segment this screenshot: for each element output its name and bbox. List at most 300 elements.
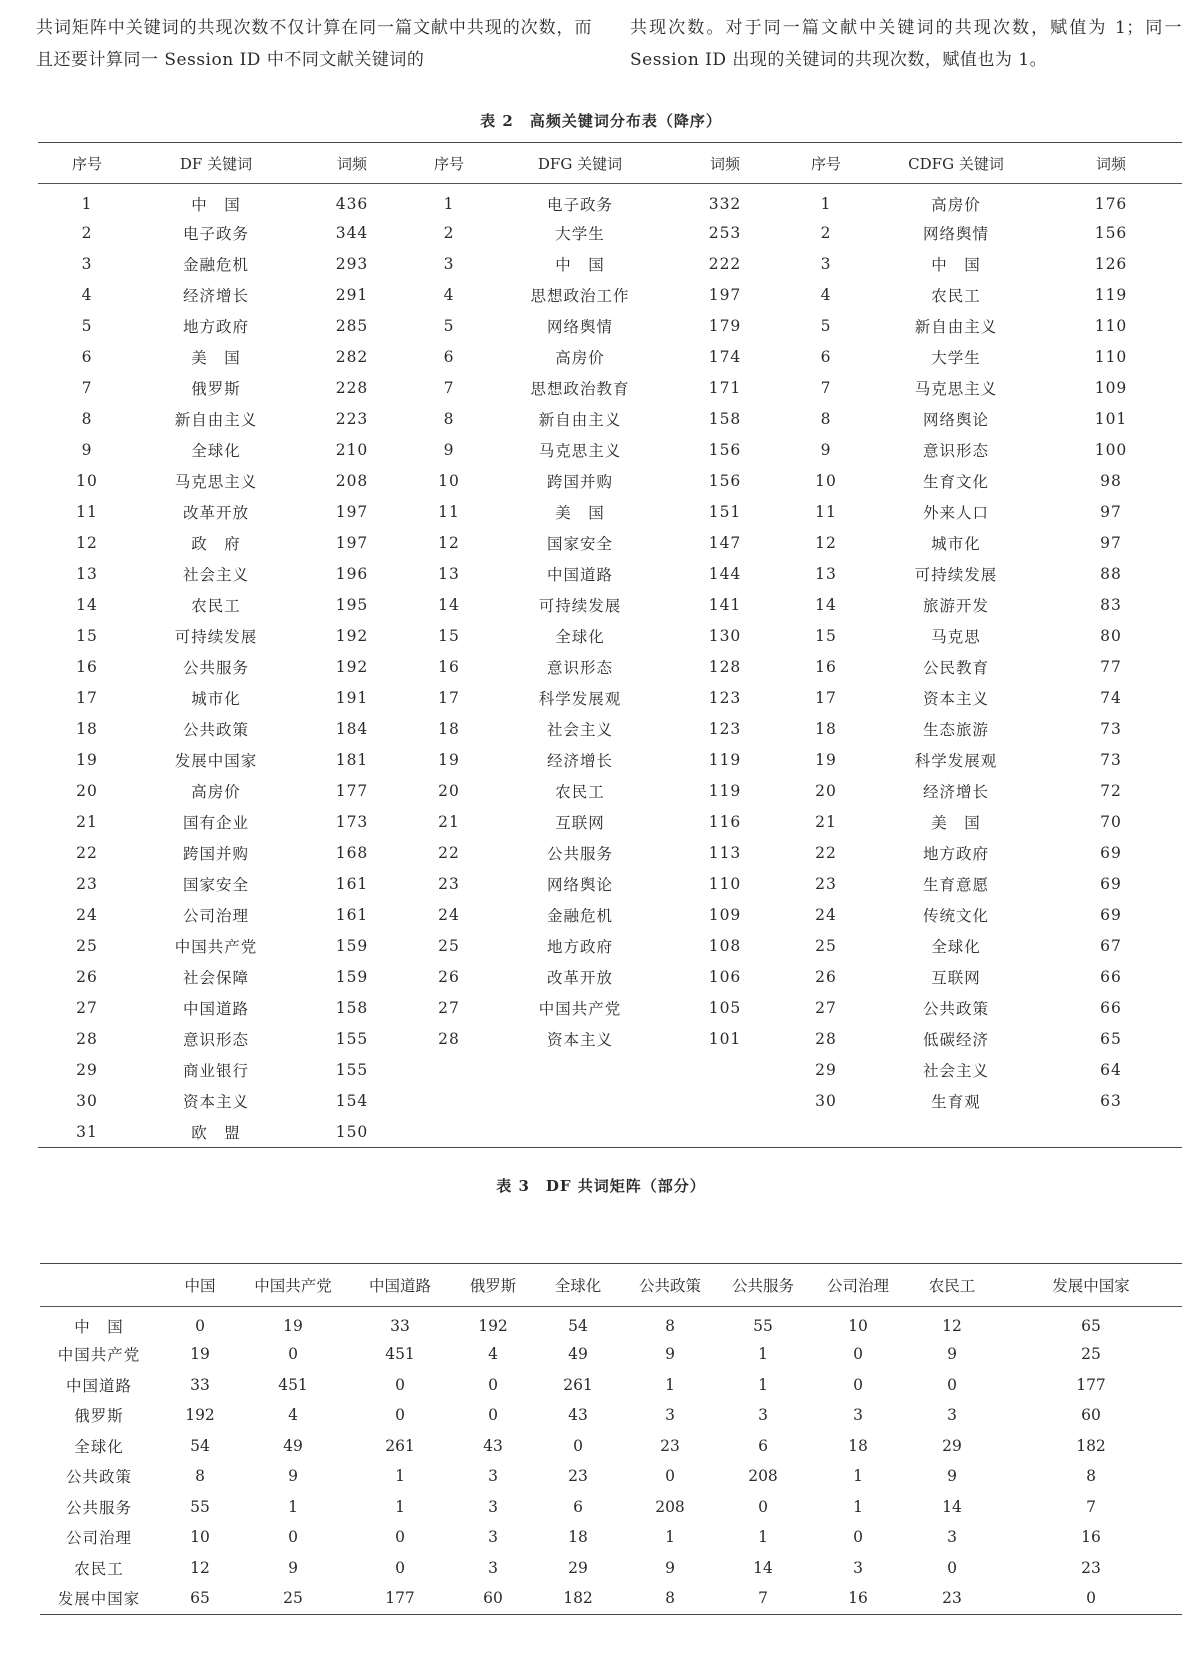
table2-cell (1040, 1116, 1182, 1148)
table2-row (38, 744, 1182, 775)
table2-cell: 经济增长 (182, 286, 249, 305)
table2-cell: 69 (1100, 905, 1122, 924)
table2-cell: 22 (815, 843, 837, 862)
table2-cell: 64 (1100, 1060, 1122, 1079)
table3-cell: 0 (758, 1497, 768, 1516)
table3-cell: 23 (568, 1467, 588, 1486)
table2-row (38, 620, 1182, 651)
table2-cell: 16 (815, 657, 837, 676)
table2-cell: 158 (708, 409, 742, 428)
table3-cell: 1 (758, 1375, 768, 1394)
table3-cell: 55 (190, 1497, 210, 1516)
table2-cell: 26 (815, 967, 837, 986)
table3-cell: 60 (483, 1589, 503, 1608)
table2-cell: 15 (438, 626, 460, 645)
table2-cell: 208 (335, 471, 369, 490)
table2-cell: 13 (76, 564, 98, 583)
table2-cell: 21 (815, 812, 837, 831)
table2-cell: 344 (335, 223, 369, 242)
table2-cell: 互联网 (555, 813, 605, 832)
table2-cell: 国家安全 (546, 534, 613, 553)
table3-cell: 0 (1086, 1589, 1096, 1608)
table2-cell: 2 (81, 223, 93, 242)
table2-cell: 思想政治工作 (530, 286, 630, 305)
table3-cell: 192 (478, 1317, 508, 1335)
table3-cell: 6 (573, 1497, 583, 1516)
table2-cell: 社会主义 (546, 720, 613, 739)
table2-cell: 12 (438, 533, 460, 552)
table2-cell: 210 (335, 440, 369, 459)
table2-cell: 126 (1094, 254, 1128, 273)
table2-cell: 发展中国家 (174, 751, 258, 770)
table3-cell: 9 (288, 1467, 298, 1486)
table2-cell: 159 (335, 967, 369, 986)
table2-cell: 83 (1100, 595, 1122, 614)
table2-cell: 18 (438, 719, 460, 738)
table3-cell: 1 (853, 1497, 863, 1516)
table2-cell: 30 (815, 1091, 837, 1110)
table2-cell: 176 (1094, 194, 1128, 213)
table2-cell: 17 (438, 688, 460, 707)
table2-cell: 6 (81, 347, 93, 366)
table2-cell: 高房价 (555, 348, 605, 367)
table3-row (40, 1492, 1182, 1523)
table2-row (38, 589, 1182, 620)
table2-cell: 101 (1094, 409, 1128, 428)
table3-cell: 3 (853, 1406, 863, 1425)
table2-cell: 179 (708, 316, 742, 335)
table3-cell: 65 (1081, 1317, 1101, 1335)
table2-cell: 思想政治教育 (530, 379, 630, 398)
table2-cell: 197 (335, 502, 369, 521)
table2-cell: 电子政务 (546, 195, 613, 214)
table2-cell: 291 (335, 285, 369, 304)
table2-header-cell: 词频 (296, 143, 408, 184)
table3-row (40, 1553, 1182, 1584)
table2-cell: 119 (1094, 285, 1128, 304)
table2-header-row (38, 143, 1182, 184)
table2-cell: 177 (335, 781, 369, 800)
table2-cell: 地方政府 (546, 937, 613, 956)
table2-cell: 109 (1094, 378, 1128, 397)
table2-cell: 119 (708, 781, 742, 800)
table3-cell: 3 (947, 1406, 957, 1425)
table2-cell: 332 (708, 194, 742, 213)
table3-cell: 43 (568, 1406, 588, 1425)
table2-header-cell: CDFG 关键词 (872, 143, 1040, 184)
table2-cell: 公共政策 (182, 720, 249, 739)
table2-cell: 98 (1100, 471, 1122, 490)
table3-header-cell: 公共服务 (714, 1264, 812, 1307)
table2-cell: 4 (820, 285, 832, 304)
table3-cell: 中国共产党 (57, 1346, 141, 1365)
table3-cell: 农民工 (74, 1559, 124, 1578)
table3-row (40, 1522, 1182, 1553)
table3-cell: 65 (190, 1589, 210, 1608)
table3-cell: 10 (190, 1528, 210, 1547)
table3-cell: 0 (488, 1406, 498, 1425)
table2-cell: 国有企业 (182, 813, 249, 832)
table2-cell: 436 (335, 194, 369, 213)
table2-cell: 88 (1100, 564, 1122, 583)
table2-cell: 可持续发展 (538, 596, 622, 615)
table3-cell: 451 (278, 1375, 308, 1394)
table3-cell: 10 (848, 1317, 868, 1335)
table2-cell: 97 (1100, 533, 1122, 552)
table2-row (38, 837, 1182, 868)
table2-row (38, 651, 1182, 682)
table2-cell: 70 (1100, 812, 1122, 831)
table2-cell: 5 (81, 316, 93, 335)
table2-cell: 11 (76, 502, 98, 521)
table2-cell: 经济增长 (922, 782, 989, 801)
table2-cell: 1 (443, 194, 455, 213)
table2-row (38, 930, 1182, 961)
table3-cell: 3 (488, 1467, 498, 1486)
table2-cell: 科学发展观 (914, 751, 998, 770)
table2-cell: 195 (335, 595, 369, 614)
table3-cell: 3 (758, 1406, 768, 1425)
table2-cell: 全球化 (191, 441, 241, 460)
table3-caption: 表 3 DF 共词矩阵（部分） (496, 1177, 706, 1195)
table2-cell: 公共服务 (546, 844, 613, 863)
table2-cell: 119 (708, 750, 742, 769)
table3-cell: 全球化 (74, 1437, 124, 1456)
table2-cell: 63 (1100, 1091, 1122, 1110)
table2-row (38, 1054, 1182, 1085)
table2-cell: 282 (335, 347, 369, 366)
table2-header-cell: DFG 关键词 (490, 143, 670, 184)
table2-cell: 18 (815, 719, 837, 738)
table2-cell: 新自由主义 (174, 410, 258, 429)
table2-cell: 生态旅游 (922, 720, 989, 739)
table2-cell: 中 国 (191, 195, 241, 214)
table2-cell: 97 (1100, 502, 1122, 521)
table3-cell: 19 (190, 1345, 210, 1364)
table3-cell: 1 (853, 1467, 863, 1486)
table2-row (38, 184, 1182, 218)
table3-cell: 0 (195, 1317, 205, 1335)
table2-row (38, 1116, 1182, 1148)
table3-cell: 19 (283, 1317, 303, 1335)
table2-header-cell: 序号 (38, 143, 136, 184)
table2-cell: 69 (1100, 874, 1122, 893)
table3-row (40, 1431, 1182, 1462)
table2-cell: 8 (820, 409, 832, 428)
table2-row (38, 682, 1182, 713)
table2-cell: 9 (81, 440, 93, 459)
table3-cell: 3 (665, 1406, 675, 1425)
table2-cell: 1 (820, 194, 832, 213)
table2-header-cell: 序号 (780, 143, 872, 184)
table2-row (38, 713, 1182, 744)
table3-cell: 发展中国家 (57, 1590, 141, 1609)
table3-cell: 0 (288, 1345, 298, 1364)
table2-cell: 24 (438, 905, 460, 924)
table2-cell: 5 (820, 316, 832, 335)
table3-cell: 192 (185, 1406, 215, 1425)
table2-cell: 中国共产党 (174, 937, 258, 956)
table2-cell: 公共政策 (922, 999, 989, 1018)
table2-cell: 31 (76, 1122, 98, 1141)
table2-cell: 网络舆情 (546, 317, 613, 336)
table2-cell: 7 (820, 378, 832, 397)
table2-cell (780, 1116, 872, 1148)
table3-cell: 16 (1081, 1528, 1101, 1547)
table2-cell: 3 (443, 254, 455, 273)
table3-cell: 0 (395, 1528, 405, 1547)
table2-cell: 3 (81, 254, 93, 273)
table2-cell (490, 1085, 670, 1116)
table3-cell: 8 (665, 1589, 675, 1608)
table2-row (38, 217, 1182, 248)
table3-cell: 1 (395, 1497, 405, 1516)
table3-row (40, 1461, 1182, 1492)
table3-cell: 25 (1081, 1345, 1101, 1364)
table3-cell: 4 (288, 1406, 298, 1425)
table3-cell: 公共政策 (65, 1468, 132, 1487)
table2-cell: 互联网 (931, 968, 981, 987)
table2-cell: 低碳经济 (922, 1030, 989, 1049)
table3-cell: 3 (488, 1528, 498, 1547)
table2-cell: 商业银行 (182, 1061, 249, 1080)
table3-header-cell: 公司治理 (812, 1264, 904, 1307)
table2-cell: 9 (820, 440, 832, 459)
table3-cell: 25 (283, 1589, 303, 1608)
table2-cell: 23 (438, 874, 460, 893)
table2-cell: 地方政府 (922, 844, 989, 863)
table2-cell: 141 (708, 595, 742, 614)
table3-header-cell: 农民工 (904, 1264, 1000, 1307)
table3-row (40, 1583, 1182, 1614)
table3-cell: 中 国 (74, 1318, 124, 1336)
table3-cell: 1 (758, 1345, 768, 1364)
table2-cell: 4 (81, 285, 93, 304)
table3-cell: 0 (853, 1528, 863, 1547)
table2-cell: 地方政府 (182, 317, 249, 336)
table2-cell: 77 (1100, 657, 1122, 676)
table3-cell: 54 (568, 1317, 588, 1335)
table3-cell: 8 (665, 1317, 675, 1335)
table2-cell: 109 (708, 905, 742, 924)
table2-cell: 66 (1100, 967, 1122, 986)
table2-cell: 5 (443, 316, 455, 335)
table3-cell: 55 (753, 1317, 773, 1335)
table2-cell: 传统文化 (922, 906, 989, 925)
table2-cell: 社会主义 (182, 565, 249, 584)
table2-caption: 表 2 高频关键词分布表（降序） (480, 112, 722, 130)
table2-cell: 电子政务 (182, 224, 249, 243)
table2-cell: 生育文化 (922, 472, 989, 491)
table3-cell: 8 (195, 1467, 205, 1486)
table2-cell: 130 (708, 626, 742, 645)
table2-cell: 159 (335, 936, 369, 955)
table2-cell (670, 1116, 780, 1148)
table2-row (38, 248, 1182, 279)
table3-cell: 16 (848, 1589, 868, 1608)
table2-cell: 16 (438, 657, 460, 676)
table3-cell: 49 (283, 1436, 303, 1455)
table2-cell: 高房价 (931, 195, 981, 214)
table2-cell: 意识形态 (922, 441, 989, 460)
table3-cell: 60 (1081, 1406, 1101, 1425)
table2-cell: 29 (76, 1060, 98, 1079)
table2-body (38, 184, 1182, 1148)
table2-cell: 大学生 (931, 348, 981, 367)
table2-cell: 24 (815, 905, 837, 924)
table3-cell: 49 (568, 1345, 588, 1364)
table3-cell: 23 (660, 1436, 680, 1455)
table3-header-cell: 中国道路 (344, 1264, 456, 1307)
table2-cell: 改革开放 (182, 503, 249, 522)
intro-text (36, 12, 1182, 76)
table2-row (38, 1023, 1182, 1054)
table2-cell: 20 (438, 781, 460, 800)
table2-cell: 意识形态 (546, 658, 613, 677)
table3-cell: 0 (395, 1375, 405, 1394)
table3-header-cell (40, 1264, 158, 1307)
table3-header-cell: 全球化 (530, 1264, 626, 1307)
table2-cell: 2 (443, 223, 455, 242)
intro-left-column: 共词矩阵中关键词的共现次数不仅计算在同一篇文献中共现的次数，而且还要计算同一 Session ID 中不同文献关键词的 (36, 18, 592, 70)
table2-cell: 公共服务 (182, 658, 249, 677)
table2-cell: 13 (815, 564, 837, 583)
table3-cell: 12 (190, 1558, 210, 1577)
table2-cell: 23 (76, 874, 98, 893)
table2-row (38, 775, 1182, 806)
table3-cell: 451 (385, 1345, 415, 1364)
table2-cell: 23 (815, 874, 837, 893)
table2-cell: 社会保障 (182, 968, 249, 987)
table3-cell: 俄罗斯 (74, 1407, 124, 1426)
table2-row (38, 496, 1182, 527)
table3-cell: 3 (853, 1558, 863, 1577)
table2-cell: 6 (443, 347, 455, 366)
table2-cell (408, 1054, 490, 1085)
table2-cell: 14 (815, 595, 837, 614)
table2-cell: 105 (708, 998, 742, 1017)
table2-cell: 城市化 (931, 534, 981, 553)
table2-cell: 19 (438, 750, 460, 769)
table2-cell: 资本主义 (546, 1030, 613, 1049)
table2-cell: 生育意愿 (922, 875, 989, 894)
table3-cell: 3 (947, 1528, 957, 1547)
table2-cell: 100 (1094, 440, 1128, 459)
table2-cell: 26 (438, 967, 460, 986)
table2-cell: 新自由主义 (914, 317, 998, 336)
table3-cell: 23 (1081, 1558, 1101, 1577)
table2-cell: 金融危机 (546, 906, 613, 925)
table2-cell: 资本主义 (922, 689, 989, 708)
table2-cell: 网络舆论 (922, 410, 989, 429)
table2-cell: 13 (438, 564, 460, 583)
table3-row (40, 1370, 1182, 1401)
table2-row (38, 558, 1182, 589)
table2-cell: 222 (708, 254, 742, 273)
table2-row (38, 434, 1182, 465)
table3-cell: 0 (853, 1375, 863, 1394)
table2-cell: 马克思主义 (914, 379, 998, 398)
table3-cell: 208 (748, 1467, 778, 1486)
table2-cell: 18 (76, 719, 98, 738)
table2-header-cell: 序号 (408, 143, 490, 184)
table3-cell: 177 (385, 1589, 415, 1608)
table2-cell: 66 (1100, 998, 1122, 1017)
table3-cell: 公共服务 (65, 1498, 132, 1517)
table3-header-cell: 公共政策 (626, 1264, 714, 1307)
table3-body (40, 1307, 1182, 1615)
table2-cell: 3 (820, 254, 832, 273)
table3-cell: 1 (288, 1497, 298, 1516)
table3-cell: 182 (563, 1589, 593, 1608)
table2-cell: 108 (708, 936, 742, 955)
table2-row (38, 961, 1182, 992)
table2-cell: 25 (438, 936, 460, 955)
table2-cell: 154 (335, 1091, 369, 1110)
table2-cell: 65 (1100, 1029, 1122, 1048)
table2-row (38, 372, 1182, 403)
table2-cell: 8 (81, 409, 93, 428)
table2-cell: 110 (1094, 347, 1128, 366)
table3-cell: 29 (568, 1558, 588, 1577)
table2-cell: 73 (1100, 719, 1122, 738)
table2-cell: 21 (76, 812, 98, 831)
table3-cell: 9 (288, 1558, 298, 1577)
table3-cell: 14 (942, 1497, 962, 1516)
table2-cell: 11 (815, 502, 837, 521)
table2-cell: 全球化 (931, 937, 981, 956)
table2-cell: 19 (815, 750, 837, 769)
table2-cell: 9 (443, 440, 455, 459)
table2-keyword-frequency (38, 142, 1182, 1148)
table2-row (38, 279, 1182, 310)
table2-cell: 73 (1100, 750, 1122, 769)
table2-row (38, 899, 1182, 930)
table2-cell: 197 (335, 533, 369, 552)
table2-cell: 4 (443, 285, 455, 304)
table2-cell: 28 (815, 1029, 837, 1048)
table2-cell: 22 (438, 843, 460, 862)
table2-cell: 11 (438, 502, 460, 521)
table2-cell: 192 (335, 657, 369, 676)
table2-cell: 25 (76, 936, 98, 955)
table2-cell: 24 (76, 905, 98, 924)
table3-cell: 29 (942, 1436, 962, 1455)
table2-cell: 公司治理 (182, 906, 249, 925)
table3-cell: 1 (665, 1528, 675, 1547)
table2-cell: 253 (708, 223, 742, 242)
table2-cell (670, 1085, 780, 1116)
table3-cell: 0 (395, 1406, 405, 1425)
table2-cell: 中国共产党 (538, 999, 622, 1018)
table3-cell: 3 (488, 1497, 498, 1516)
table2-cell: 可持续发展 (174, 627, 258, 646)
table2-cell: 21 (438, 812, 460, 831)
table2-cell: 1 (81, 194, 93, 213)
table2-header-cell: 词频 (1040, 143, 1182, 184)
table2-cell: 27 (438, 998, 460, 1017)
table3-cell: 33 (390, 1317, 410, 1335)
table2-cell: 生育观 (931, 1092, 981, 1111)
table2-cell: 科学发展观 (538, 689, 622, 708)
table3-cell: 1 (665, 1375, 675, 1394)
table2-header-cell: 词频 (670, 143, 780, 184)
table3-cell: 9 (947, 1345, 957, 1364)
table2-cell: 10 (438, 471, 460, 490)
table2-cell: 农民工 (555, 782, 605, 801)
table2-cell: 跨国并购 (546, 472, 613, 491)
table3-cell: 0 (947, 1375, 957, 1394)
